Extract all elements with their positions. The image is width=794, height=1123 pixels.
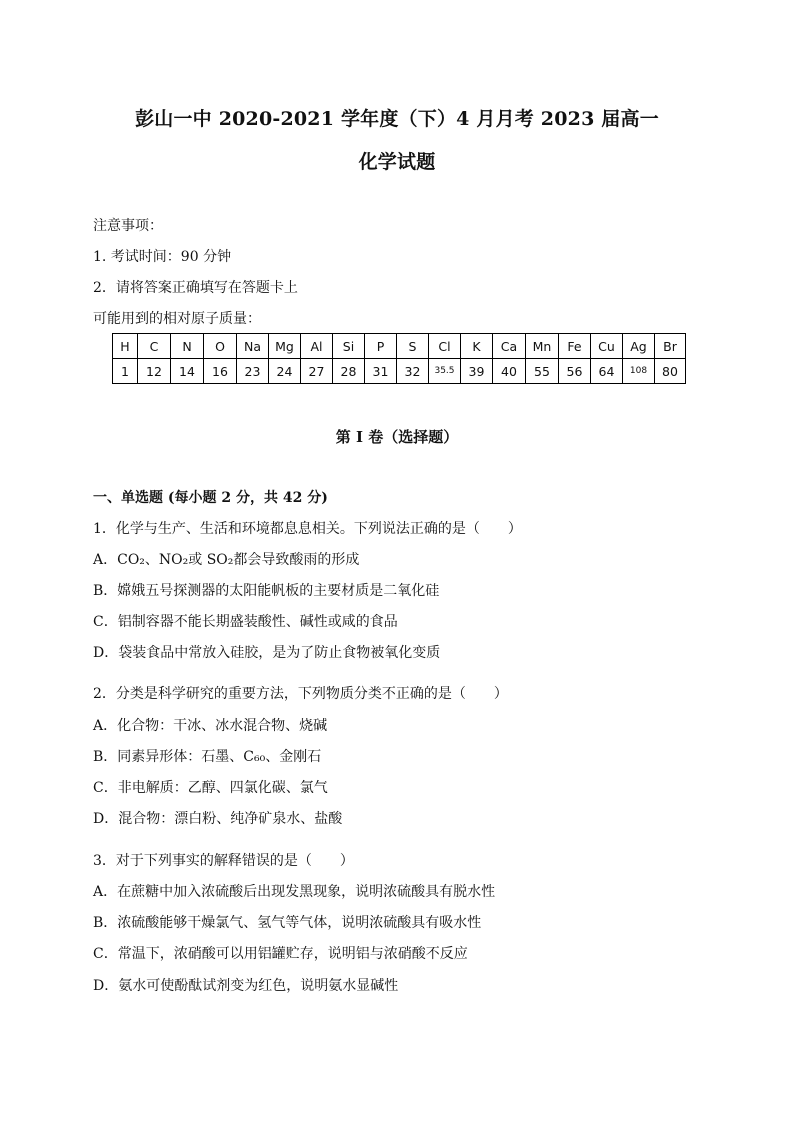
- mass-cell: 12: [138, 359, 171, 384]
- element-cell: Ca: [493, 334, 526, 359]
- note-item-2: 2．请将答案正确填写在答题卡上: [93, 280, 298, 296]
- element-cell: N: [171, 334, 204, 359]
- question-3-stem: 3．对于下列事实的解释错误的是（ ）: [93, 853, 354, 869]
- mass-cell: 28: [333, 359, 365, 384]
- mass-cell: 35.5: [429, 359, 461, 384]
- element-cell: Fe: [559, 334, 591, 359]
- mass-cell: 16: [204, 359, 237, 384]
- question-3-option-c: C．常温下，浓硝酸可以用铝罐贮存，说明铝与浓硝酸不反应: [93, 946, 468, 962]
- element-cell: Na: [237, 334, 269, 359]
- question-2-option-a: A．化合物：干冰、冰水混合物、烧碱: [93, 718, 328, 734]
- mass-cell: 23: [237, 359, 269, 384]
- element-cell: S: [397, 334, 429, 359]
- question-2-stem: 2．分类是科学研究的重要方法，下列物质分类不正确的是（ ）: [93, 686, 508, 702]
- element-cell: C: [138, 334, 171, 359]
- question-1-option-d: D．袋装食品中常放入硅胶，是为了防止食物被氧化变质: [93, 645, 441, 661]
- question-3-option-b: B．浓硫酸能够干燥氯气、氢气等气体，说明浓硫酸具有吸水性: [93, 915, 482, 931]
- atomic-mass-table: [112, 333, 686, 384]
- mass-cell: 14: [171, 359, 204, 384]
- element-cell: Br: [655, 334, 686, 359]
- mass-cell: 40: [493, 359, 526, 384]
- note-item-1: 1. 考试时间：90 分钟: [93, 249, 232, 265]
- mass-cell: 32: [397, 359, 429, 384]
- question-1-option-b: B．嫦娥五号探测器的太阳能帆板的主要材质是二氧化硅: [93, 583, 440, 599]
- question-2-option-b: B．同素异形体：石墨、C₆₀、金刚石: [93, 749, 322, 765]
- part-heading: 一、单选题 (每小题 2 分，共 42 分): [93, 490, 328, 506]
- question-1-option-c: C．铝制容器不能长期盛装酸性、碱性或咸的食品: [93, 614, 398, 630]
- element-cell: Cl: [429, 334, 461, 359]
- element-cell: P: [365, 334, 397, 359]
- question-1-option-a: A．CO₂、NO₂或 SO₂都会导致酸雨的形成: [93, 552, 360, 568]
- mass-cell: 27: [301, 359, 333, 384]
- page-title: 彭山一中 2020-2021 学年度（下）4 月月考 2023 届高一: [135, 108, 659, 130]
- element-cell: Cu: [591, 334, 623, 359]
- element-cell: O: [204, 334, 237, 359]
- question-2-option-d: D．混合物：漂白粉、纯净矿泉水、盐酸: [93, 811, 343, 827]
- question-2-option-c: C．非电解质：乙醇、四氯化碳、氯气: [93, 780, 328, 796]
- mass-cell: 80: [655, 359, 686, 384]
- element-cell: H: [113, 334, 138, 359]
- mass-cell: 39: [461, 359, 493, 384]
- question-1-stem: 1．化学与生产、生活和环境都息息相关。下列说法正确的是（ ）: [93, 521, 522, 537]
- mass-row: [113, 359, 686, 384]
- element-cell: K: [461, 334, 493, 359]
- element-cell: Mn: [526, 334, 559, 359]
- atomic-mass-label: 可能用到的相对原子质量：: [93, 311, 261, 327]
- element-cell: Mg: [269, 334, 301, 359]
- question-3-option-d: D．氨水可使酚酞试剂变为红色，说明氨水显碱性: [93, 978, 399, 994]
- element-row: [113, 334, 686, 359]
- element-cell: Al: [301, 334, 333, 359]
- mass-cell: 24: [269, 359, 301, 384]
- notes-heading: 注意事项：: [93, 218, 163, 234]
- mass-cell: 108: [623, 359, 655, 384]
- page-subtitle: 化学试题: [358, 151, 436, 173]
- element-cell: Si: [333, 334, 365, 359]
- question-3-option-a: A．在蔗糖中加入浓硫酸后出现发黑现象，说明浓硫酸具有脱水性: [93, 884, 496, 900]
- section-title: 第 I 卷（选择题）: [335, 428, 459, 446]
- mass-cell: 56: [559, 359, 591, 384]
- mass-cell: 64: [591, 359, 623, 384]
- mass-cell: 55: [526, 359, 559, 384]
- element-cell: Ag: [623, 334, 655, 359]
- mass-cell: 31: [365, 359, 397, 384]
- mass-cell: 1: [113, 359, 138, 384]
